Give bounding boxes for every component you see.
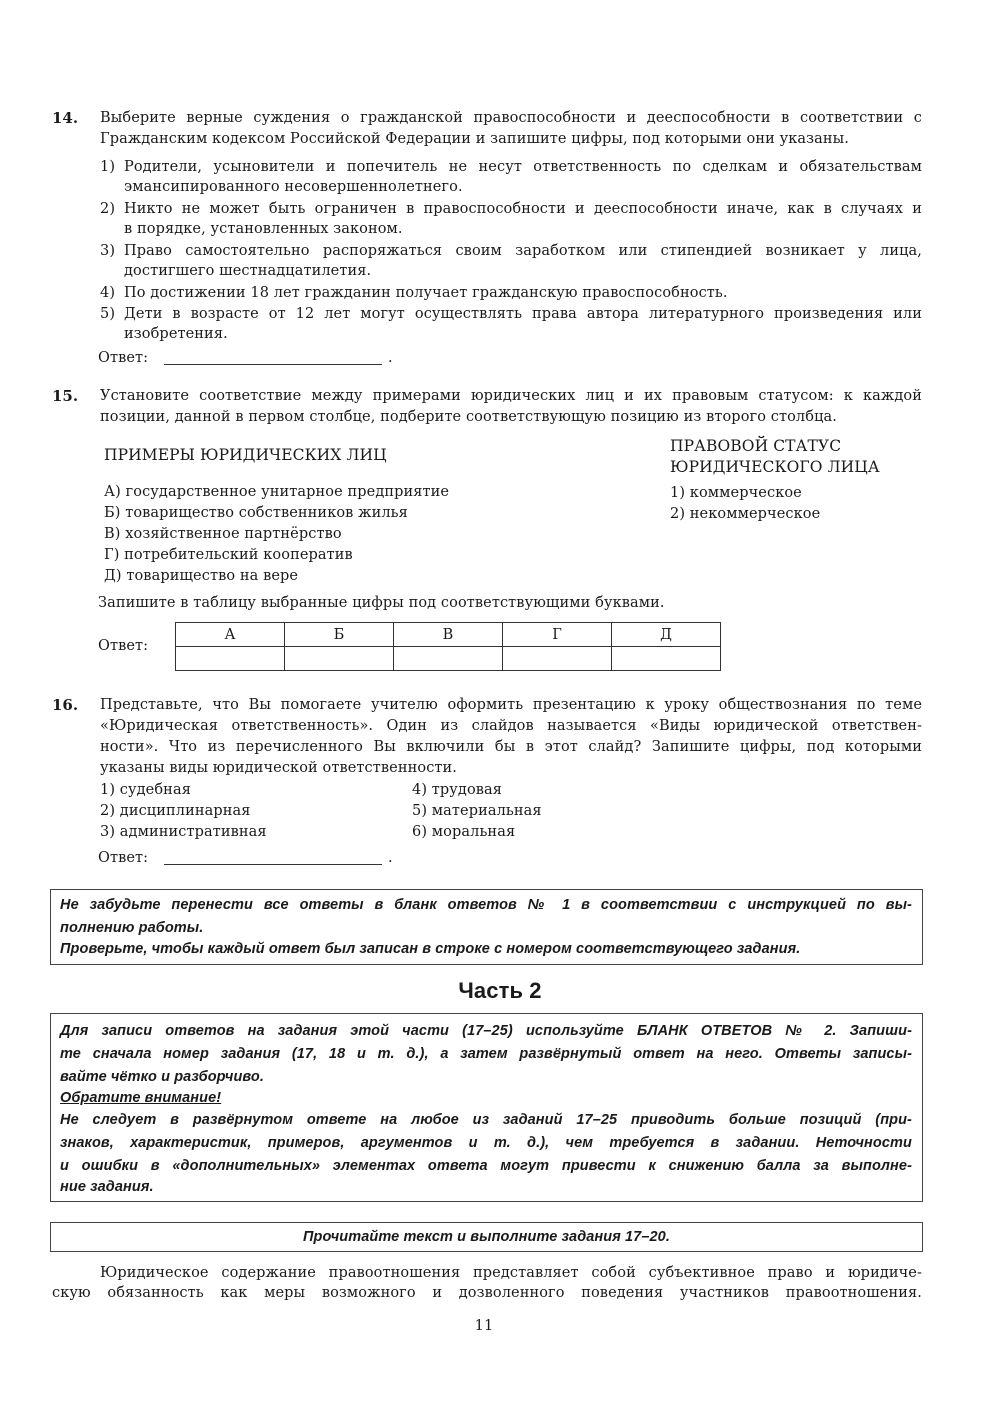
instructions-text: вайте чётко и разборчиво. [60, 1069, 265, 1085]
answer-label: Ответ: [98, 850, 149, 866]
answer-field[interactable] [164, 364, 382, 365]
option: 2) дисциплинарная [100, 803, 251, 819]
answer-cell[interactable] [612, 647, 721, 671]
question-text: Выберите верные суждения о гражданской правоспособности и дееспособности в соответствии с [100, 110, 922, 126]
question-text: Гражданским кодексом Российской Федерации и запишите цифры, под которыми они указаны. [100, 131, 850, 147]
option: 4) трудовая [412, 782, 503, 798]
option: 6) моральная [412, 824, 516, 840]
item-number: 4) [100, 285, 116, 301]
item-text: Право самостоятельно распоряжаться своим заработком или стипендией возникает у лица, [124, 243, 922, 259]
list-item: Г) потребительский кооператив [104, 547, 353, 563]
table-header: В [394, 623, 503, 647]
instruction: Запишите в таблицу выбранные цифры под соответствующими буквами. [98, 595, 665, 611]
option: 1) судебная [100, 782, 191, 798]
question-text: ности». Что из перечисленного Вы включили бы в этот слайд? Запишите цифры, под которыми [100, 739, 922, 755]
question-text: позиции, данной в первом столбце, подберите соответствующую позицию из второго столбца. [100, 409, 837, 425]
item-number: 2) [100, 201, 116, 217]
page-number: 11 [474, 1318, 494, 1334]
table-header: Б [285, 623, 394, 647]
item-text: изобретения. [124, 326, 228, 342]
item-text: эмансипированного несовершеннолетнего. [124, 179, 463, 195]
list-item: А) государственное унитарное предприятие [104, 484, 450, 500]
question-text: Представьте, что Вы помогаете учителю оформить презентацию к уроку обществознания по теме [100, 697, 922, 713]
task-text: Прочитайте текст и выполните задания 17–20. [303, 1229, 670, 1245]
answer-field[interactable] [164, 864, 382, 865]
answer-cell[interactable] [285, 647, 394, 671]
answer-table [175, 622, 721, 671]
item-text: Никто не может быть ограничен в правоспособности и дееспособности иначе, как в случаях и [124, 201, 922, 217]
answer-cell[interactable] [176, 647, 285, 671]
item-text: достигшего шестнадцатилетия. [124, 263, 372, 279]
list-item: В) хозяйственное партнёрство [104, 526, 342, 542]
answer-dot: . [388, 350, 393, 366]
right-column-header: ЮРИДИЧЕСКОГО ЛИЦА [670, 458, 880, 476]
answer-cell[interactable] [503, 647, 612, 671]
answer-dot: . [388, 850, 393, 866]
right-column-header: ПРАВОВОЙ СТАТУС [670, 437, 842, 455]
item-number: 3) [100, 243, 116, 259]
instructions-text: ние задания. [60, 1179, 154, 1195]
attention-heading: Обратите внимание! [60, 1090, 222, 1106]
left-column-header: ПРИМЕРЫ ЮРИДИЧЕСКИХ ЛИЦ [104, 446, 387, 464]
question-number: 16. [52, 696, 79, 714]
notice-text: полнению работы. [60, 920, 204, 936]
question-number: 15. [52, 387, 79, 405]
item-text: Дети в возрасте от 12 лет могут осуществлять права автора литературного произведения или [124, 306, 922, 322]
option: 5) материальная [412, 803, 542, 819]
question-number: 14. [52, 109, 79, 127]
item-number: 1) [100, 159, 116, 175]
paragraph-line: скую обязанность как меры возможного и дозволенного поведения участников правоотношения. [52, 1285, 922, 1301]
question-text: Установите соответствие между примерами юридических лиц и их правовым статусом: к каждой [100, 388, 922, 404]
answer-label: Ответ: [98, 350, 149, 366]
item-text: Родители, усыновители и попечитель не несут ответственность по сделкам и обязательствам [124, 159, 922, 175]
answer-label: Ответ: [98, 638, 149, 654]
answer-cell[interactable] [394, 647, 503, 671]
item-text: в порядке, установленных законом. [124, 221, 403, 237]
instructions-text: и ошибки в «дополнительных» элементах ответа могут привести к снижению балла за выполне- [60, 1158, 912, 1174]
list-item: 2) некоммерческое [670, 506, 821, 522]
option: 3) административная [100, 824, 267, 840]
instructions-text: Для записи ответов на задания этой части (17–25) используйте БЛАНК ОТВЕТОВ № 2. Запиши- [60, 1023, 912, 1039]
table-header: А [176, 623, 285, 647]
instructions-text: Не следует в развёрнутом ответе на любое из заданий 17–25 приводить больше позиций (при- [60, 1112, 912, 1128]
item-number: 5) [100, 306, 116, 322]
list-item: Д) товарищество на вере [104, 568, 299, 584]
list-item: 1) коммерческое [670, 485, 802, 501]
question-text: «Юридическая ответственность». Один из слайдов называется «Виды юридической ответствен- [100, 718, 922, 734]
instructions-text: знаков, характеристик, примеров, аргументов и т. д.), чем требуется в задании. Неточности [60, 1135, 912, 1151]
part-title: Часть 2 [458, 978, 542, 1003]
question-text: указаны виды юридической ответственности. [100, 760, 458, 776]
instructions-text: те сначала номер задания (17, 18 и т. д.), а затем развёрнутый ответ на него. Ответы записы- [60, 1046, 912, 1062]
paragraph-line: Юридическое содержание правоотношения представляет собой субъективное право и юридиче- [100, 1265, 922, 1281]
notice-text: Не забудьте перенести все ответы в бланк ответов № 1 в соответствии с инструкцией по вы- [60, 897, 912, 913]
notice-text: Проверьте, чтобы каждый ответ был записан в строке с номером соответствующего задания. [60, 941, 801, 957]
table-header: Д [612, 623, 721, 647]
list-item: Б) товарищество собственников жилья [104, 505, 408, 521]
table-header: Г [503, 623, 612, 647]
item-text: По достижении 18 лет гражданин получает гражданскую правоспособность. [124, 285, 728, 301]
